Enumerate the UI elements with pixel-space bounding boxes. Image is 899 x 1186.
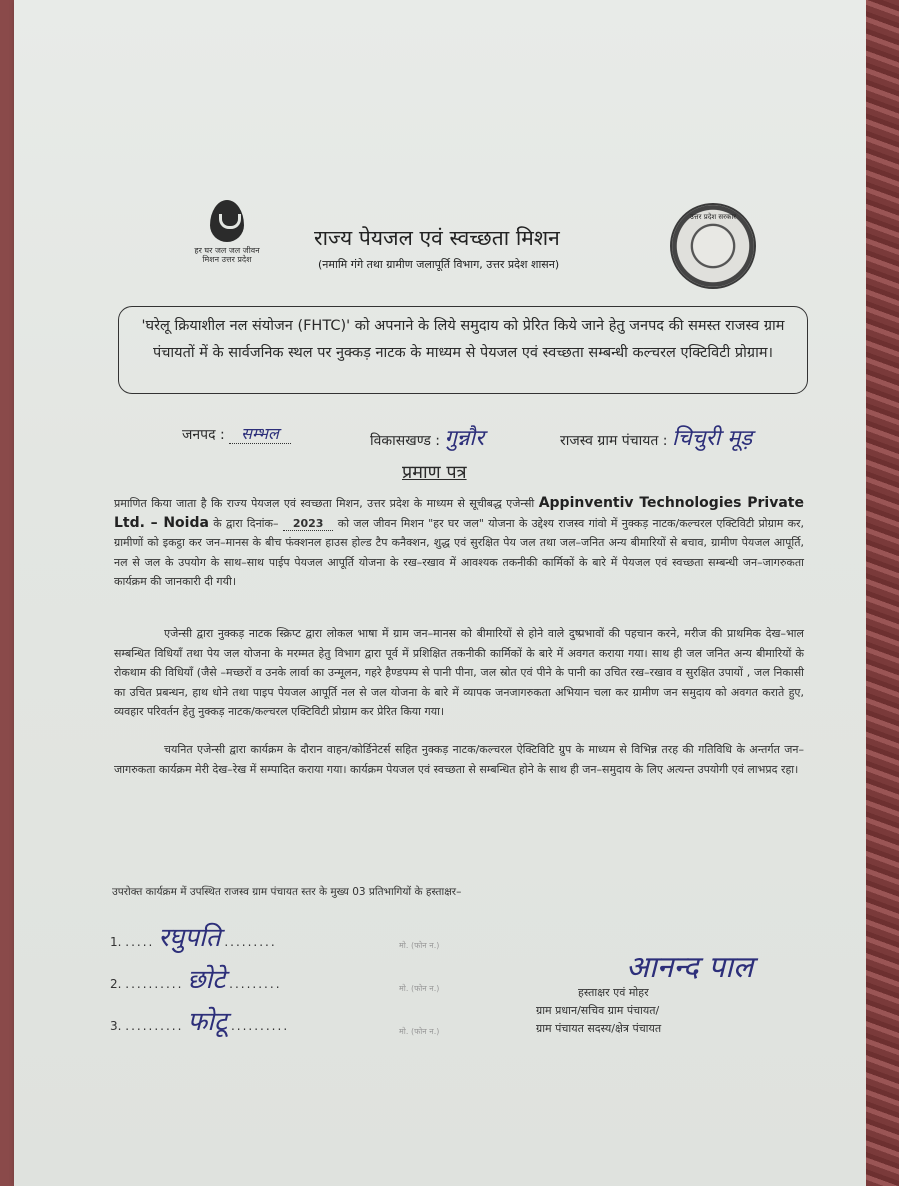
signature-intro: उपरोक्त कार्यक्रम में उपस्थित राजस्व ग्राम पंचायत स्तर के मुख्य 03 प्रतिभागियों के हस्ताक्षर–: [112, 886, 462, 898]
signature-number: 3.: [110, 1019, 122, 1033]
panchayat-field: [560, 422, 752, 452]
pradhan-signature: आनन्द पाल: [626, 950, 754, 985]
sign-and-seal-label: हस्ताक्षर एवं मोहर: [578, 986, 649, 999]
participant-signature-3: 3. .......... फोटू ..........: [110, 1007, 290, 1037]
para1-after-company: के द्वारा दिनांक–: [213, 516, 279, 530]
program-banner: 'घरेलू क्रियाशील नल संयोजन (FHTC)' को अपनाने के लिये समुदाय को प्रेरित किये जाने हेतु जनपद की समस्त राजस्व ग्राम पंचायतों में के सार्वजनिक स्थल पर नुक्कड़ नाटक के माध्यम से पेयजल एवं स्वच्छता सम्बन्धी कल्चरल एक्टिविटी प्रोग्राम।: [118, 306, 808, 394]
mission-title: राज्य पेयजल एवं स्वच्छता मिशन: [314, 226, 560, 250]
panchayat-value: चिचुरी मूड़: [671, 426, 753, 451]
block-label: विकासखण्ड :: [370, 433, 441, 449]
faint-text-3: मो. (फोन न.): [399, 1027, 440, 1036]
para1-rest: को जल जीवन मिशन "हर घर जल" योजना के उद्देश्य राजस्व गांवो में नुक्कड़ नाटक/कल्चरल एक्टिविटी प्रोग्राम कर, ग्रामीणों को इकट्ठा कर जन–मानस के बीच फंक्शनल हाउस होल्ड टैप कनैक्शन, शुद्ध एवं सुरक्षित पेय जल तथा जल–जनित अन्य बीमारियों से बचाव, ग्रामीण पेयजल आपूर्ति, नल से जल के उपयोग के साथ–साथ पाईप पेयजल आपूर्ति योजना के रख–रखाव में आवश्यक तकनीकी कार्मिकों के बारे में पेयजल एवं स्वच्छता सम्बन्धी जन–जागरुकता कार्यक्रम की जानकारी दी गयी।: [114, 516, 805, 588]
document-page: [14, 0, 866, 1186]
background-fabric: [866, 0, 899, 1186]
block-field: [370, 422, 484, 452]
har-ghar-jal-logo: [192, 200, 262, 264]
district-field: [182, 422, 291, 444]
authority-role-2: ग्राम पंचायत सदस्य/क्षेत्र पंचायत: [536, 1022, 662, 1035]
paragraph-1: [114, 494, 804, 592]
para1-line1: प्रमाणित किया जाता है कि राज्य पेयजल एवं स्वच्छता मिशन, उत्तर प्रदेश के माध्यम से सूचीबद्ध एजेन्सी: [114, 497, 535, 510]
panchayat-label: राजस्व ग्राम पंचायत :: [560, 433, 668, 449]
faint-text-1: मो. (फोन न.): [399, 941, 440, 950]
signature-number: 1.: [110, 935, 122, 949]
mission-subtitle: (नमामि गंगे तथा ग्रामीण जलापूर्ति विभाग, उत्तर प्रदेश शासन): [318, 258, 560, 271]
faint-text-2: मो. (फोन न.): [399, 984, 440, 993]
program-date: 2023: [283, 517, 334, 531]
participant-name-1: रघुपति: [158, 923, 221, 953]
participant-signature-1: 1. ..... रघुपति .........: [110, 923, 277, 953]
signature-number: 2.: [110, 977, 122, 991]
participant-name-2: छोटे: [187, 965, 226, 995]
participant-name-3: फोटू: [187, 1007, 228, 1037]
paragraph-2: एजेन्सी द्वारा नुक्कड़ नाटक स्क्रिप्ट द्वारा लोकल भाषा में ग्राम जन–मानस को बीमारियों से होने वाले दुष्प्रभावों की पहचान करने, मरीज की प्राथमिक देख–भाल सम्बन्धित विधियाँ तथा पेय जल योजना के मरम्मत हेतु विभाग द्वारा पूर्व में प्रशिक्षित तकनीकी कार्मिकों के बारे में अवगत कराया गया। साथ ही जल जनित अन्य बीमारियों के रोकथाम की विधियाँ (जैसे –मच्छरों व उनके लार्वा का उन्मूलन, गहरे हैण्डपम्प से पानी पीना, जल स्रोत एवं पीने के पानी का उचित रख–रखाव व सुरक्षित उपायों , जल निकासी का उचित प्रबन्धन, हाथ धोने तथा पाइप पेयजल आपूर्ति नल से जल योजना के बारे में व्यापक जनजागरुकता अभियान चला कर ग्रामीण जन समुदाय को अवगत कराते हुए, व्यवहार परिवर्तन हेतु नुक्कड़ नाटक/कल्चरल एक्टिविटी प्रोग्राम कर प्रेरित किया गया।: [114, 627, 804, 718]
district-label: जनपद :: [182, 427, 225, 443]
water-drop-icon: [210, 200, 244, 242]
authority-role-1: ग्राम प्रधान/सचिव ग्राम पंचायत/: [536, 1004, 660, 1017]
logo-caption: हर घर जल जल जीवन मिशन उत्तर प्रदेश: [194, 246, 260, 264]
up-government-seal-icon: [670, 203, 756, 289]
agency-name: Appinventiv Technologies Private Ltd. – Noida: [114, 495, 804, 531]
certificate-title: प्रमाण पत्र: [402, 462, 467, 483]
paragraph-3: चयनित एजेन्सी द्वारा कार्यक्रम के दौरान वाहन/कोर्डिनेटर्स सहित नुक्कड़ नाटक/कल्चरल ऐक्टिविटि ग्रुप के माध्यम से विभिन्न तरह की गतिविधि के अन्तर्गत जन–जागरुकता कार्यक्रम मेरी देख–रेख में सम्पादित कराया गया। कार्यक्रम पेयजल एवं स्वच्छता से सम्बन्धित होने के साथ ही जन–समुदाय के लिए अत्यन्त उपयोगी एवं लाभप्रद रहा।: [114, 743, 804, 776]
participant-signature-2: 2. .......... छोटे .........: [110, 965, 282, 995]
signing-authority: [536, 984, 661, 1038]
block-value: गुन्नौर: [444, 426, 485, 451]
district-value: सम्भल: [241, 424, 279, 443]
seal-caption: उत्तर प्रदेश सरकार: [689, 213, 737, 221]
